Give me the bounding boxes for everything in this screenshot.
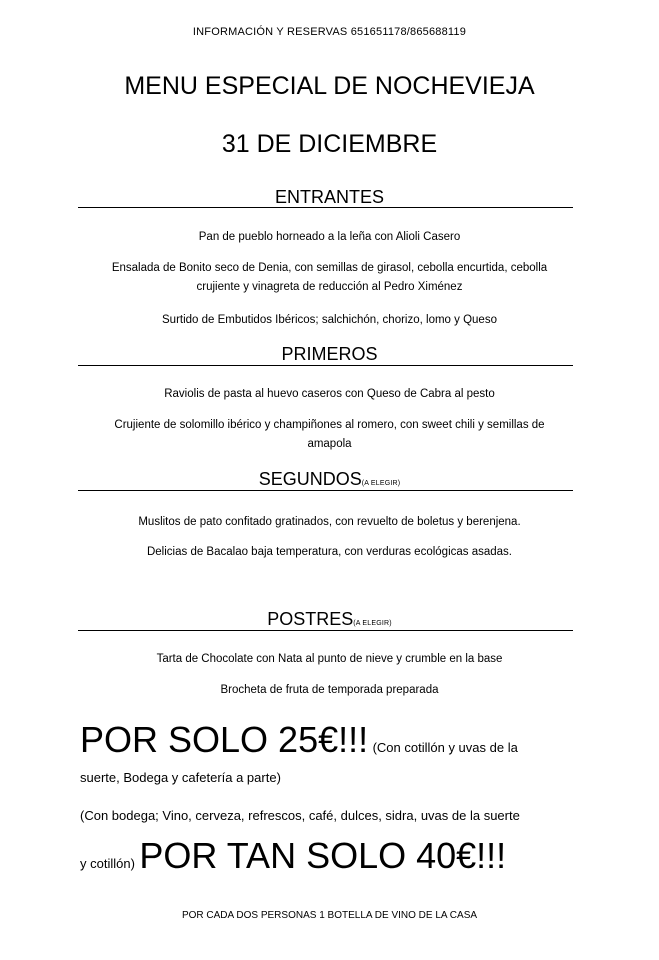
menu-title: MENU ESPECIAL DE NOCHEVIEJA [124, 72, 535, 100]
section-heading-postres: POSTRES [267, 609, 354, 629]
menu-item: Crujiente de solomillo ibérico y champiñones al romero, con sweet chili y semillas de [114, 419, 545, 431]
menu-item: Ensalada de Bonito seco de Denia, con semillas de girasol, cebolla encurtida, cebolla [111, 262, 548, 274]
section-heading-segundos: SEGUNDOS [258, 469, 362, 489]
price-offer-2 [80, 836, 580, 876]
price-1-note: (Con cotillón y uvas de la [372, 740, 518, 755]
price-2-note-continuation: y cotillón) [80, 856, 135, 871]
section-heading-segundos-wrap [0, 469, 659, 490]
section-divider [78, 490, 573, 491]
price-2-headline: POR TAN SOLO 40€!!! [139, 835, 507, 876]
section-divider [78, 207, 573, 208]
menu-item: Surtido de Embutidos Ibéricos; salchichón, chorizo, lomo y Queso [162, 314, 497, 326]
reservations-info: INFORMACIÓN Y RESERVAS 651651178/865688119 [192, 26, 467, 38]
menu-item: Brocheta de fruta de temporada preparada [220, 684, 439, 696]
price-offer-1 [80, 720, 580, 760]
price-1-headline: POR SOLO 25€!!! [80, 719, 369, 760]
section-divider [78, 365, 573, 366]
menu-item: Delicias de Bacalao baja temperatura, con verduras ecológicas asadas. [146, 546, 512, 558]
menu-item: Raviolis de pasta al huevo caseros con Queso de Cabra al pesto [164, 388, 495, 400]
choice-note: (A ELEGIR) [361, 480, 401, 487]
menu-item: Pan de pueblo horneado a la leña con Alioli Casero [198, 231, 461, 243]
menu-item-continuation: crujiente y vinagreta de reducción al Pedro Ximénez [196, 281, 463, 293]
menu-date: 31 DE DICIEMBRE [221, 130, 438, 158]
menu-item: Tarta de Chocolate con Nata al punto de nieve y crumble en la base [156, 653, 503, 665]
price-1-note-continuation: suerte, Bodega y cafetería a parte) [80, 770, 281, 785]
footer-note: POR CADA DOS PERSONAS 1 BOTELLA DE VINO DE LA CASA [181, 910, 478, 921]
choice-note: (A ELEGIR) [353, 620, 392, 627]
section-heading-postres-wrap [0, 609, 659, 630]
price-2-note: (Con bodega; Vino, cerveza, refrescos, café, dulces, sidra, uvas de la suerte [80, 808, 520, 823]
section-heading-entrantes: ENTRANTES [274, 187, 384, 207]
menu-item: Muslitos de pato confitado gratinados, con revuelto de boletus y berenjena. [138, 516, 521, 528]
menu-item-continuation: amapola [307, 438, 352, 450]
section-heading-primeros: PRIMEROS [281, 344, 378, 364]
section-divider [78, 630, 573, 631]
